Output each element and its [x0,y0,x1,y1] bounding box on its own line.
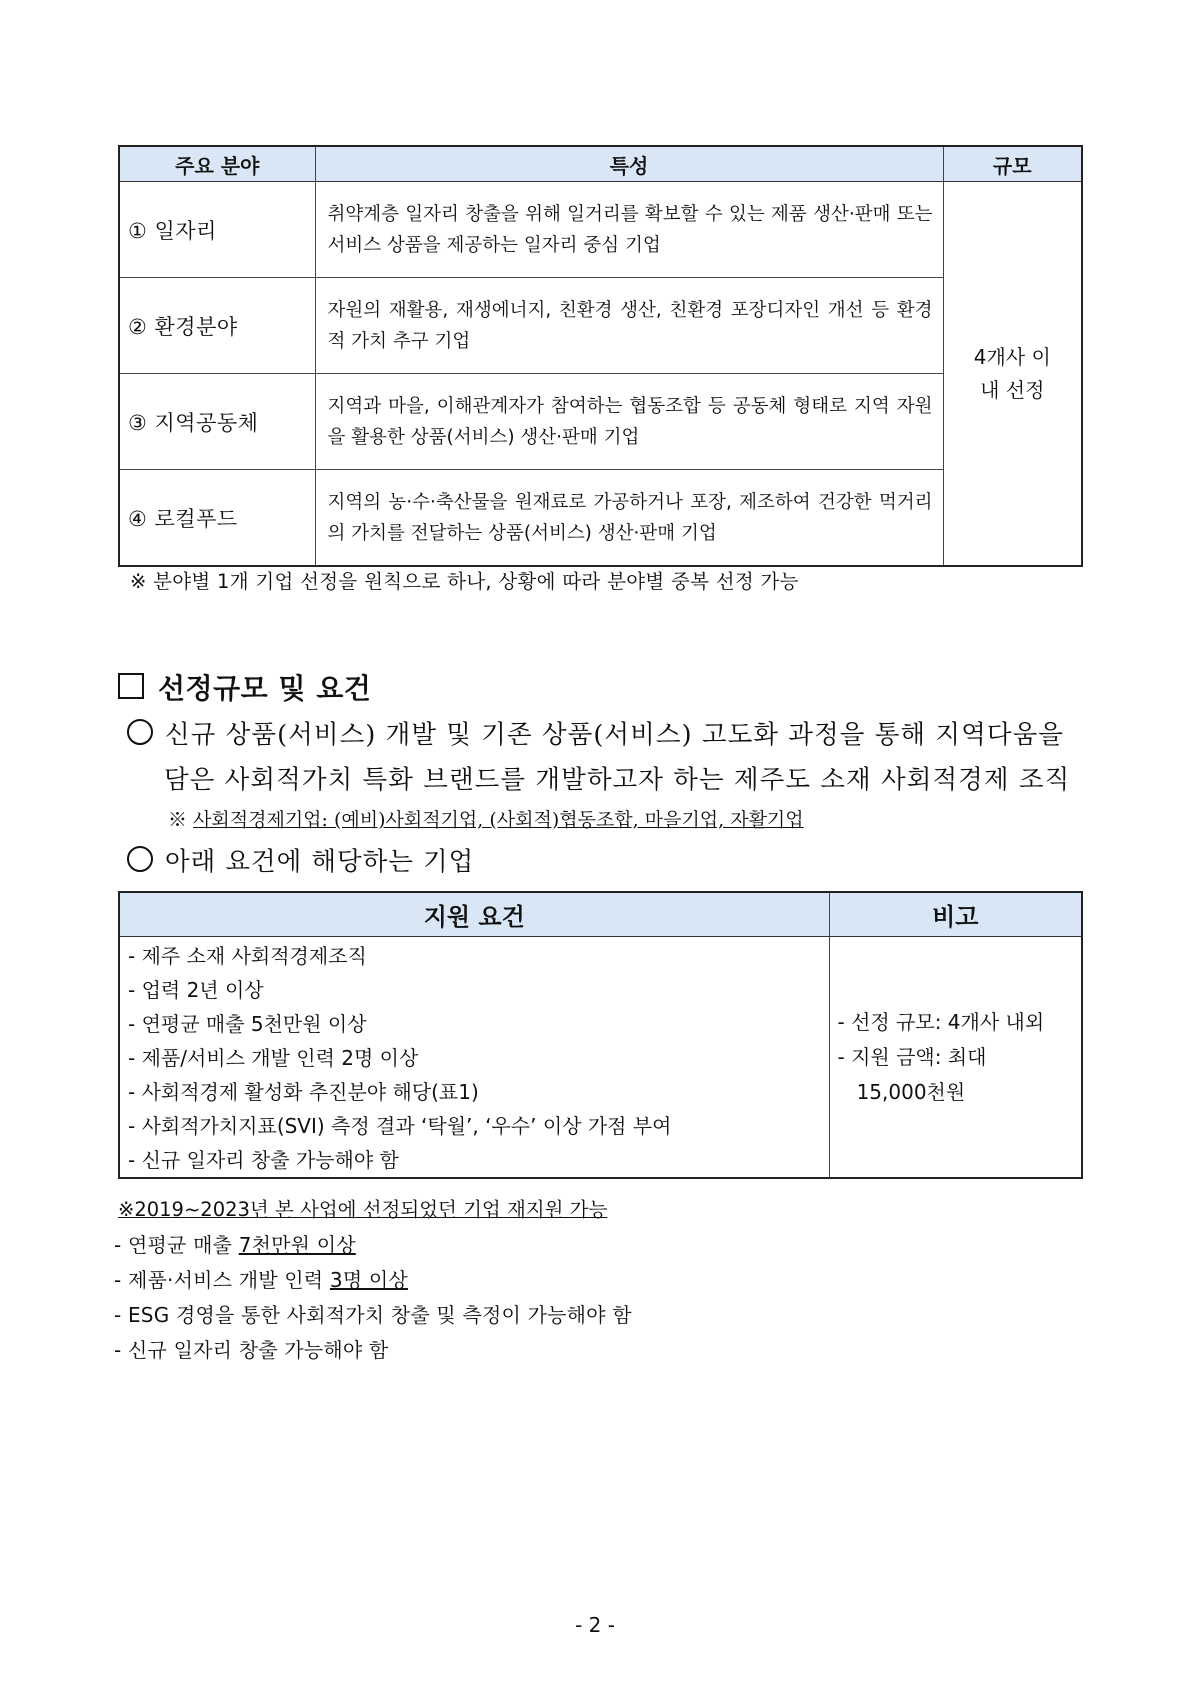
criteria-item-1-line2: 담은 사회적가치 특화 브랜드를 개발하고자 하는 제주도 소재 사회적경제 조직 [164,765,1071,795]
table-note: ※ 분야별 1개 기업 선정을 원칙으로 하나, 상황에 따라 분야별 중복 선정 가능 [130,570,799,593]
criteria-item-1-line1 [127,715,1064,751]
field-feature: 지역과 마을, 이해관계자가 참여하는 협동조합 등 공동체 형태로 지역 자원을 활용한 상품(서비스) 생산·판매 기업 [315,374,943,470]
field-name: ① 일자리 [119,182,315,278]
reapply-title: ※2019~2023년 본 사업에 선정되었던 기업 재지원 가능 [118,1198,608,1221]
header-scale: 규모 [943,146,1082,182]
field-name: ② 환경분야 [119,278,315,374]
criteria-item-2-text: 아래 요건에 해당하는 기업 [165,847,475,877]
header-feature: 특성 [315,146,943,182]
table-row [119,470,1082,567]
list-item [114,1299,632,1328]
list-item: - 제품/서비스 개발 인력 2명 이상 [128,1046,419,1070]
table-row [119,374,1082,470]
field-name: ③ 지역공동체 [119,374,315,470]
field-table [118,145,1083,567]
criteria-item-1-text: 신규 상품(서비스) 개발 및 기존 상품(서비스) 고도화 과정을 통해 지역다움을 [165,720,1065,750]
section-title [118,667,371,707]
field-feature: 자원의 재활용, 재생에너지, 친환경 생산, 친환경 포장디자인 개선 등 환경적 가치 추구 기업 [315,278,943,374]
list-item: - 지원 금액: 최대 [837,1045,987,1069]
list-item [114,1229,356,1258]
section-title-text: 선정규모 및 요건 [158,672,372,705]
field-feature: 취약계층 일자리 창출을 위해 일거리를 확보할 수 있는 제품 생산·판매 또는 서비스 상품을 제공하는 일자리 중심 기업 [315,182,943,278]
requirements-table [118,891,1083,1179]
list-item: - 선정 규모: 4개사 내외 [837,1010,1045,1034]
list-item-text: - ESG 경영을 통한 사회적가치 창출 및 측정이 가능해야 함 [114,1303,632,1327]
list-item: 15,000천원 [837,1080,966,1104]
field-table-header [119,146,1082,182]
list-item-text: - 제품·서비스 개발 인력 [114,1268,330,1292]
list-item: - 업력 2년 이상 [128,978,264,1002]
list-item: - 신규 일자리 창출 가능해야 함 [128,1148,399,1172]
requirements-table-header [119,892,1082,937]
square-bullet-icon [118,673,144,699]
requirements-cell [119,937,829,1179]
note-mark: ※ [168,809,194,831]
circle-bullet-icon [127,719,153,745]
scale-cell [943,182,1082,567]
header-field: 주요 분야 [119,146,315,182]
list-item: - 제주 소재 사회적경제조직 [128,944,367,968]
note-text: 사회적경제기업: (예비)사회적기업, (사회적)협동조합, 마을기업, 자활기업 [193,809,804,831]
circle-bullet-icon [127,846,153,872]
page-number: - 2 - [575,1613,615,1637]
list-item [114,1334,388,1363]
table-row [119,182,1082,278]
list-item-text: - 연평균 매출 [114,1233,239,1257]
field-name: ④ 로컬푸드 [119,470,315,567]
field-feature: 지역의 농·수·축산물을 원재료로 가공하거나 포장, 제조하여 건강한 먹거리의 가치를 전달하는 상품(서비스) 생산·판매 기업 [315,470,943,567]
list-item-emphasis: 7천만원 이상 [238,1233,356,1257]
header-remarks: 비고 [829,892,1082,937]
criteria-item-2 [127,842,474,878]
list-item: - 사회적가치지표(SVI) 측정 결과 ‘탁월’, ‘우수’ 이상 가점 부여 [128,1114,672,1138]
table-row [119,278,1082,374]
scale-text: 4개사 이내 선정 [973,344,1051,402]
list-item: - 연평균 매출 5천만원 이상 [128,1012,367,1036]
list-item-text: - 신규 일자리 창출 가능해야 함 [114,1338,389,1362]
table-row [119,937,1082,1179]
list-item-emphasis: 3명 이상 [329,1268,408,1292]
remarks-cell [829,937,1082,1179]
list-item: - 사회적경제 활성화 추진분야 해당(표1) [128,1080,479,1104]
criteria-item-1-note [168,805,804,832]
header-requirements: 지원 요건 [119,892,829,937]
list-item [114,1264,408,1293]
